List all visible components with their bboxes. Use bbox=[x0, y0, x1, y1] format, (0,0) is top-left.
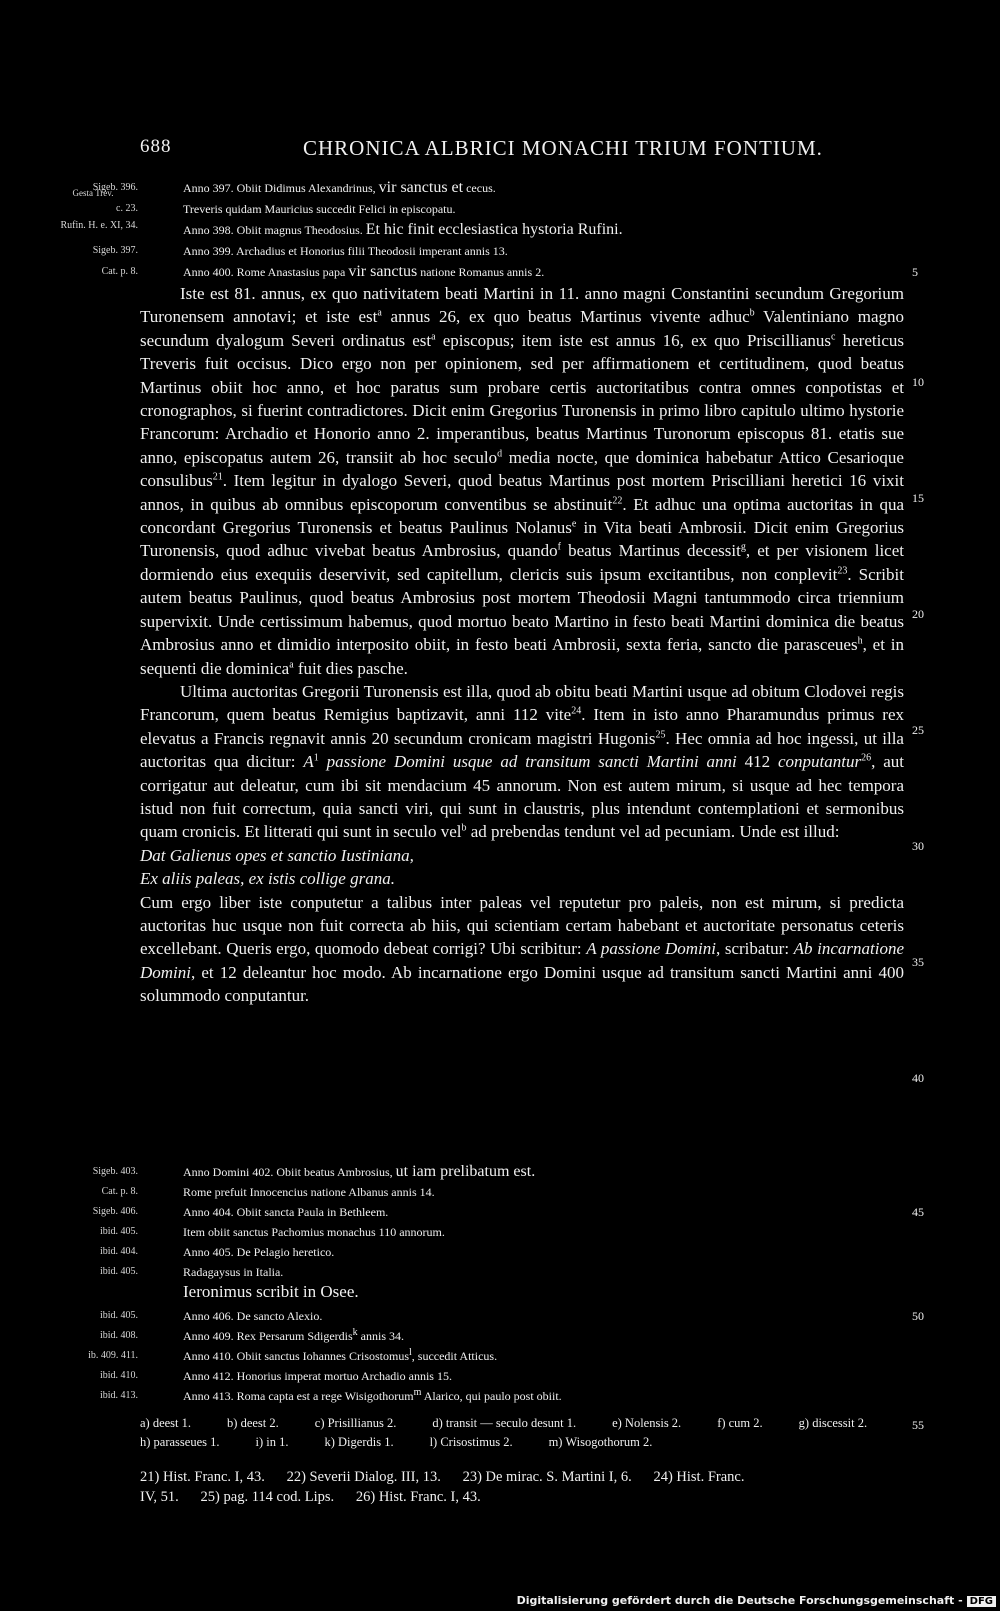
page-title: CHRONICA ALBRICI MONACHI TRIUM FONTIUM. bbox=[303, 136, 823, 160]
margin-ref: Sigeb. 406. bbox=[92, 1206, 138, 1217]
entry-text: Anno 399. Archadius et Honorius filii Theodosii imperant annis 13. bbox=[183, 244, 508, 258]
entry-text: Anno 397. Obiit Didimus Alexandrinus, bbox=[183, 181, 376, 195]
line-number: 10 bbox=[912, 375, 924, 389]
margin-ref: ibid. 408. bbox=[99, 1330, 138, 1341]
line-number: 55 bbox=[912, 1418, 924, 1432]
entry-row bbox=[0, 1366, 1000, 1386]
entry-row: ib. 409. 411. Anno 410. Obiit sanctus Iohannes Crisostomus$^l$, succedit Atticus. bbox=[0, 1346, 1000, 1366]
variant-notes: a) deest 1. b) deest 2. c) Prisillianus 2. d) transit — seculo desunt 1. e) Nolensis 2. f) cum 2. g) discessit 2. bbox=[140, 1416, 868, 1430]
entry-text: Item obiit sanctus Pachomius monachus 110 annorum. bbox=[183, 1225, 445, 1239]
page-header bbox=[140, 136, 900, 164]
entry-text: Anno 404. Obiit sancta Paula in Bethleem. bbox=[183, 1205, 389, 1219]
entry-row: ibid. 408. Anno 409. Rex Persarum Sdigerdis$^k$ annis 34. bbox=[0, 1326, 1000, 1346]
entry-text: Anno 398. Obiit magnus Theodosius. bbox=[183, 223, 363, 237]
verse-line: Ex aliis paleas, ex istis collige grana. bbox=[140, 869, 395, 889]
footer bbox=[517, 1594, 996, 1607]
entry-big-text: ut iam prelibatum est. bbox=[395, 1163, 536, 1180]
entry-row bbox=[0, 178, 1000, 198]
margin-ref: c. 23. bbox=[116, 203, 138, 214]
entry-text: Rome prefuit Innocencius natione Albanus annis 14. bbox=[183, 1185, 435, 1199]
margin-ref: Rufin. H. e. XI, 34. bbox=[60, 220, 138, 231]
margin-ref: ibid. 405. bbox=[99, 1266, 138, 1277]
page-number: 688 bbox=[140, 136, 172, 157]
entry-text: Anno 405. De Pelagio heretico. bbox=[183, 1245, 335, 1259]
entry-headline: Ieronimus scribit in Osee. bbox=[183, 1282, 359, 1301]
line-number: 15 bbox=[912, 491, 924, 505]
margin-ref: Sigeb. 397. bbox=[92, 245, 138, 256]
verse-line: Dat Galienus opes et sanctio Iustiniana, bbox=[140, 845, 414, 865]
entry-text: Anno Domini 402. Obiit beatus Ambrosius, bbox=[183, 1165, 393, 1179]
entry-row bbox=[0, 1306, 1000, 1326]
line-number: 50 bbox=[912, 1309, 924, 1323]
margin-ref: ibid. 405. bbox=[99, 1310, 138, 1321]
entry-row bbox=[0, 1202, 1000, 1222]
entry-row bbox=[0, 1222, 1000, 1242]
line-number: 30 bbox=[912, 839, 924, 853]
margin-ref: Sigeb. 403. bbox=[92, 1166, 138, 1177]
entry-text: Anno 400. Rome Anastasius papa bbox=[183, 265, 346, 279]
variant-notes: h) parasseues 1. i) in 1. k) Digerdis 1. l) Crisostimus 2. m) Wisogothorum 2. bbox=[140, 1435, 653, 1449]
entry-tail: natione Romanus annis 2. bbox=[420, 265, 545, 279]
line-number: 25 bbox=[912, 723, 924, 737]
footnotes bbox=[140, 1467, 906, 1507]
entry-row bbox=[0, 241, 1000, 261]
line-number: 20 bbox=[912, 607, 924, 621]
footer-text: Digitalisierung gefördert durch die Deutsche Forschungsgemeinschaft - bbox=[516, 1594, 963, 1607]
margin-ref: Cat. p. 8. bbox=[101, 1186, 138, 1197]
margin-ref: ibid. 410. bbox=[99, 1370, 138, 1381]
margin-ref: ibid. 413. bbox=[99, 1390, 138, 1401]
entry-text: Radagaysus in Italia. bbox=[183, 1265, 284, 1279]
paragraph: Ultima auctoritas Gregorii Turonensis est illa, quod ab obitu beati Martini usque ad obitum Clodovei regis Francorum, quem beatus Remigius baptizavit, anni 112 vite$^{24}$. Item in isto anno Pharamundus primus rex elevatus a Francis regnavit annis 20 secundum cronicam magistri Hugonis$^{25}$. Hec omnia ad hoc ingessi, ut illa auctoritas qua dicitur: $A^1$ passione Domini usque ad transitum sancti Martini anni 412 conputantur$^{26}$, aut corrigatur aut deleatur, cum ibi sit mendacium 45 annorum. Non est autem mirum, si usque ad hec tempora istud non fuit correctum, quia sancti viri, qui sunt in claustris, plus intendunt contemplationi et sermonibus quam cronicis. Et litterati qui sunt in seculo vel$^b$ ad prebendas tendunt vel ad pecuniam. Unde est illud: bbox=[140, 681, 904, 842]
margin-ref: ibid. 404. bbox=[99, 1246, 138, 1257]
entry-text: Anno 412. Honorius imperat mortuo Archadio annis 15. bbox=[183, 1369, 452, 1383]
dfg-logo: DFG bbox=[967, 1596, 996, 1607]
footnote-line: IV, 51. 25) pag. 114 cod. Lips. 26) Hist. Franc. I, 43. bbox=[140, 1489, 481, 1505]
margin-note-gesta: Gesta Trev. bbox=[72, 188, 114, 198]
entry-big-text: vir sanctus bbox=[348, 263, 418, 280]
entry-row bbox=[0, 220, 1000, 240]
line-number: 45 bbox=[912, 1205, 924, 1219]
line-number: 5 bbox=[912, 265, 918, 279]
entry-text: Anno 410. Obiit sanctus Iohannes Crisostomus bbox=[183, 1349, 409, 1363]
entry-row bbox=[0, 1182, 1000, 1202]
line-number: 40 bbox=[912, 1071, 924, 1085]
entry-text: Anno 413. Roma capta est a rege Wisigothorum bbox=[183, 1389, 414, 1403]
entry-text: Anno 406. De sancto Alexio. bbox=[183, 1309, 323, 1323]
entry-row: ibid. 413. Anno 413. Roma capta est a rege Wisigothorum$^m$ Alarico, qui paulo post obiit. bbox=[0, 1386, 1000, 1406]
margin-ref: Cat. p. 8. bbox=[101, 266, 138, 277]
main-text bbox=[140, 282, 904, 1008]
line-number: 35 bbox=[912, 955, 924, 969]
paragraph: Cum ergo liber iste conputetur a talibus inter paleas vel reputetur pro paleis, non est mirum, si predicta auctoritas huc usque non fuit correcta ab hiis, qui scientiam certam habebant et auctoritate personatus ceteris excellebant. Queris ergo, quomodo debeat corrigi? Ubi scribitur: A passione Domini, scribatur: Ab incarnatione Domini, et 12 deleantur hoc modo. Ab incarnatione ergo Domini usque ad transitum sancti Martini anni 400 solummodo conputantur. bbox=[140, 892, 905, 1006]
entry-big-text: vir sanctus et bbox=[378, 179, 464, 196]
entry-text: Anno 409. Rex Persarum Sdigerdis bbox=[183, 1329, 353, 1343]
paragraph: Iste est 81. annus, ex quo nativitatem beati Martini in 11. anno magni Constantini secundum Gregorium Turonensem annotavi; et iste est$^a$ annus 26, ex quo beatus Martinus vivente adhuc$^b$ Valentiniano magno secundum dyalogum Severi ordinatus est$^a$ episcopus; item iste est annus 16, ex quo Priscillianus$^c$ hereticus Treveris fuit occisus. Dico ergo non per opinionem, sed per affirmationem et certitudinem, quod beatus Martinus obiit hoc anno, et hoc paratus sum probare certis auctoritatibus contra omnes conpotistas et cronographos, si fuerint contradictores. Dicit enim Gregorius Turonensis in primo libro capitulo ultimo hystorie Francorum: Archadio et Honorio anno 2. imperantibus, beatus Martinus Turonorum episcopus 81. etatis sue anno, episcopatus autem 26, transiit ab hoc seculo$^d$ media nocte, que dominica habebatur Attico Cesarioque consulibus$^{21}$. Item legitur in dyalogo Severi, quod beatus Martinus post mortem Priscilliani heretici 16 vixit annos, in quibus ab omnibus episcoporum conventibus se abstinuit$^{22}$. Et adhuc una optima auctoritas in qua concordant Gregorius Turonensis et beatus Paulinus Nolanus$^e$ in Vita beati Ambrosii. Dicit enim Gregorius Turonensis, quod adhuc vivebat beatus Ambrosius, quando$^f$ beatus Martinus decessit$^g$, et per visionem licet dormiendo eius exequiis deservivit, sed capitellum, clericis suis ipsum excitantibus, non conplevit$^{23}$. Scribit autem beatus Paulinus, quod beatus Ambrosius post mortem Theodosii Magni tantummodo circa triennium supervixit. Unde certissimum habemus, quod mortuo beato Martino in festo beati Martini dominica die beatus Ambrosius anno et dimidio interposito obiit, in festo beati Ambrosii, sexta feria, sancto die parasceues$^h$, et in sequenti die dominica$^a$ fuit dies pasche. bbox=[140, 284, 904, 678]
entry-row bbox=[0, 1262, 1000, 1282]
margin-ref: Sigeb. 396. bbox=[92, 182, 138, 193]
entry-text: Treveris quidam Mauricius succedit Felici in episcopatu. bbox=[183, 202, 456, 216]
footnote-line: 21) Hist. Franc. I, 43. 22) Severii Dialog. III, 13. 23) De mirac. S. Martini I, 6. 24) Hist. Franc. bbox=[140, 1469, 745, 1485]
entry-big-text: Et hic finit ecclesiastica hystoria Rufini. bbox=[365, 221, 623, 238]
entry-row bbox=[0, 1242, 1000, 1262]
margin-ref: ib. 409. 411. bbox=[88, 1350, 138, 1361]
entry-row bbox=[0, 199, 1000, 219]
entry-row bbox=[0, 262, 1000, 282]
entry-tail: cecus. bbox=[466, 181, 496, 195]
margin-ref: ibid. 405. bbox=[99, 1226, 138, 1237]
entry-row bbox=[0, 1162, 1000, 1182]
